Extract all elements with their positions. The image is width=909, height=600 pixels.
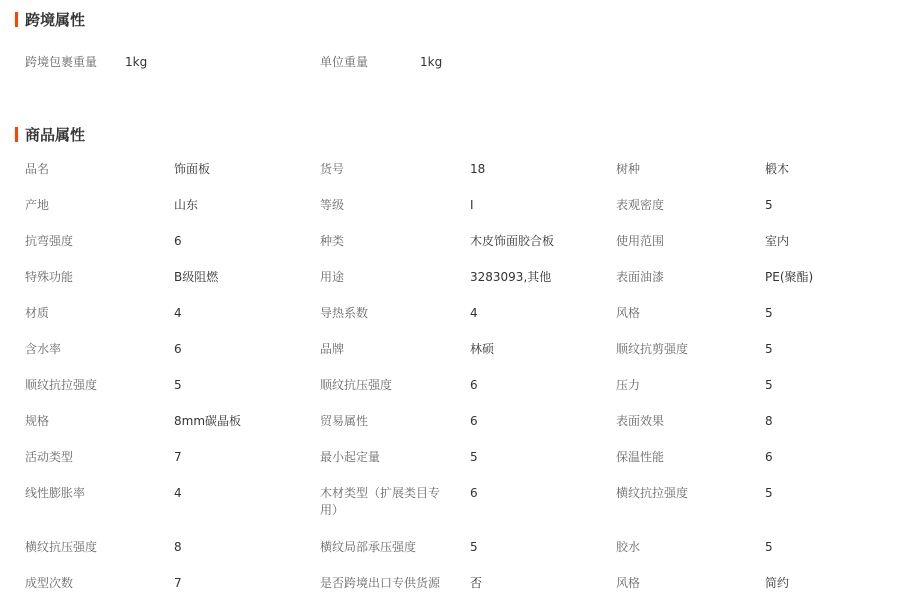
attribute-value: 5	[765, 198, 773, 212]
attribute-value: 6	[765, 450, 773, 464]
attribute-label: 胶水	[616, 540, 641, 554]
attribute-label: 风格	[616, 576, 641, 590]
attribute-label: 顺纹抗拉强度	[25, 378, 98, 392]
attribute-value: 6	[470, 414, 478, 428]
unit-weight-value: 1kg	[420, 55, 443, 69]
unit-weight-label: 单位重量	[320, 55, 369, 69]
attribute-value: 3283093,其他	[470, 270, 552, 284]
attribute-label: 保温性能	[616, 450, 665, 464]
attribute-value: 5	[174, 378, 182, 392]
attribute-value: 5	[765, 540, 773, 554]
attribute-value: 6	[174, 342, 182, 356]
attribute-value: 8	[765, 414, 773, 428]
attribute-label: 含水率	[25, 342, 62, 356]
attribute-value: 6	[470, 486, 478, 500]
attribute-label: 材质	[25, 306, 50, 320]
attribute-label: 线性膨胀率	[25, 486, 86, 500]
attribute-label: 产地	[25, 198, 50, 212]
attribute-value: 8	[174, 540, 182, 554]
attribute-label: 品牌	[320, 342, 345, 356]
attribute-label: 特殊功能	[25, 270, 74, 284]
attribute-value: 5	[765, 486, 773, 500]
attribute-label: 使用范围	[616, 234, 665, 248]
attribute-label: 是否跨境出口专供货源	[320, 576, 441, 590]
attribute-value: 4	[174, 306, 182, 320]
attribute-label: 横纹抗压强度	[25, 540, 98, 554]
attribute-value: 4	[174, 486, 182, 500]
attribute-value: 饰面板	[174, 162, 211, 176]
attribute-label: 抗弯强度	[25, 234, 74, 248]
attribute-value: 5	[765, 306, 773, 320]
attribute-label: 品名	[25, 162, 50, 176]
attribute-label: 导热系数	[320, 306, 369, 320]
cross-border-weight-value: 1kg	[125, 55, 148, 69]
attribute-label: 表观密度	[616, 198, 665, 212]
attribute-label: 木材类型（扩展类目专用）	[320, 486, 441, 517]
attribute-value: 室内	[765, 234, 790, 248]
attribute-value: 5	[765, 342, 773, 356]
attribute-label: 货号	[320, 162, 345, 176]
cross-border-section-title: 跨境属性	[15, 11, 85, 29]
attribute-label: 最小起定量	[320, 450, 381, 464]
cross-border-weight-label: 跨境包裹重量	[25, 55, 98, 69]
attribute-value: 木皮饰面胶合板	[470, 234, 555, 248]
attribute-value: 简约	[765, 576, 790, 590]
attribute-label: 等级	[320, 198, 345, 212]
product-section-title: 商品属性	[15, 126, 85, 144]
attribute-value: 7	[174, 576, 182, 590]
attribute-value: 椴木	[765, 162, 790, 176]
attribute-label: 用途	[320, 270, 345, 284]
attribute-value: 8mm碳晶板	[174, 414, 242, 428]
attribute-value: 否	[470, 576, 483, 590]
attribute-label: 成型次数	[25, 576, 74, 590]
attribute-label: 压力	[616, 378, 641, 392]
attribute-value: 6	[470, 378, 478, 392]
attribute-value: 18	[470, 162, 486, 176]
attribute-label: 顺纹抗压强度	[320, 378, 393, 392]
attribute-label: 表面效果	[616, 414, 665, 428]
attribute-value: 5	[470, 450, 478, 464]
attribute-label: 贸易属性	[320, 414, 369, 428]
attribute-value: 林硕	[470, 342, 495, 356]
attribute-value: 4	[470, 306, 478, 320]
attribute-label: 表面油漆	[616, 270, 665, 284]
attribute-value: 7	[174, 450, 182, 464]
attribute-label: 树种	[616, 162, 641, 176]
attribute-label: 顺纹抗剪强度	[616, 342, 689, 356]
attribute-value: 山东	[174, 198, 199, 212]
attribute-label: 横纹抗拉强度	[616, 486, 689, 500]
attribute-value: 5	[765, 378, 773, 392]
attribute-label: 活动类型	[25, 450, 74, 464]
attribute-value: PE(聚酯)	[765, 270, 814, 284]
attribute-value: 5	[470, 540, 478, 554]
attribute-value: I	[470, 198, 474, 212]
attribute-label: 风格	[616, 306, 641, 320]
attribute-label: 横纹局部承压强度	[320, 540, 417, 554]
attribute-label: 规格	[25, 414, 50, 428]
attribute-label: 种类	[320, 234, 345, 248]
attribute-value: 6	[174, 234, 182, 248]
attribute-value: B级阻燃	[174, 270, 219, 284]
